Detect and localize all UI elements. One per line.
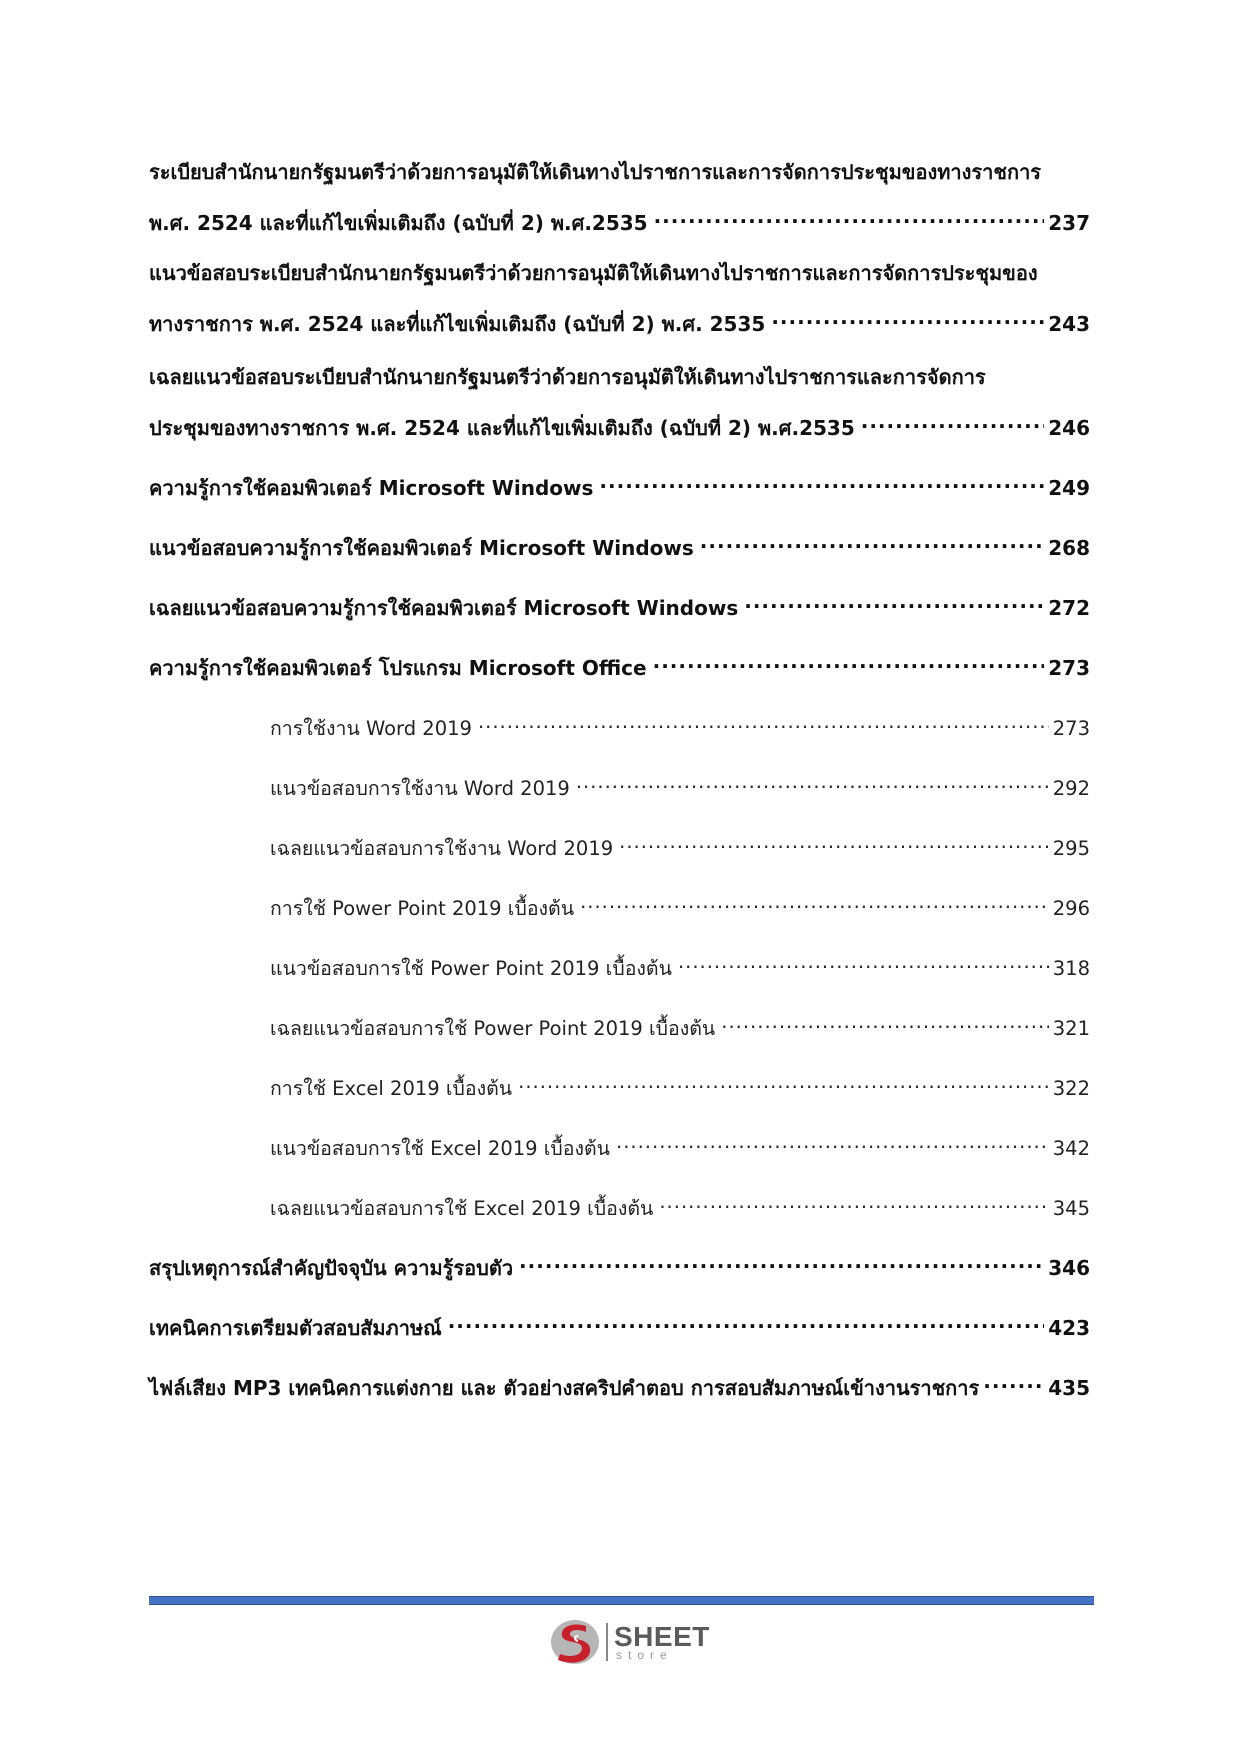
toc-entry-title: แนวข้อสอบระเบียบสำนักนายกรัฐมนตรีว่าด้วยการอนุมัติให้เดินทางไปราชการและการจัดการประชุมของ [149, 261, 1038, 285]
page-number: 243 [1048, 312, 1090, 336]
dot-leader [659, 1187, 1048, 1215]
toc-subentry-322[interactable] [270, 1067, 1090, 1100]
toc-entry-title: ไฟล์เสียง MP3 เทคนิคการแต่งกาย และ ตัวอย่างสคริปคำตอบ การสอบสัมภาษณ์เข้างานราชการ [149, 1376, 980, 1400]
toc-subentry-342[interactable] [270, 1127, 1090, 1160]
toc-entry-268[interactable] [149, 527, 1090, 560]
toc-subentry-321[interactable] [270, 1007, 1090, 1040]
page-number: 237 [1048, 211, 1090, 235]
toc-entry-title: ความรู้การใช้คอมพิวเตอร์ Microsoft Windows [149, 476, 594, 500]
toc-entry-title: แนวข้อสอบการใช้ Power Point 2019 เบื้องต้น [270, 957, 672, 980]
sheet-store-logo-icon [548, 1616, 602, 1668]
dot-leader [771, 303, 1044, 331]
toc-entry-title-line1 [149, 158, 1090, 186]
toc-entry-346[interactable] [149, 1247, 1090, 1280]
dot-leader [678, 947, 1049, 975]
footer-divider [149, 1596, 1094, 1605]
footer-brand [548, 1616, 710, 1668]
toc-entry-title: สรุปเหตุการณ์สำคัญปัจจุบัน ความรู้รอบตัว [149, 1256, 514, 1280]
toc-entry-423[interactable] [149, 1307, 1090, 1340]
dot-leader [983, 1367, 1044, 1395]
page-number: 273 [1048, 656, 1090, 680]
page-number: 272 [1048, 596, 1090, 620]
toc-subentry-296[interactable] [270, 887, 1090, 920]
toc-entry-title: ระเบียบสำนักนายกรัฐมนตรีว่าด้วยการอนุมัติให้เดินทางไปราชการและการจัดการประชุมของทางราชการ [149, 160, 1042, 184]
dot-leader [653, 647, 1045, 675]
toc-entry-title: ทางราชการ พ.ศ. 2524 และที่แก้ไขเพิ่มเติมถึง (ฉบับที่ 2) พ.ศ. 2535 [149, 312, 766, 336]
dot-leader [518, 1067, 1049, 1095]
toc-entry-title-line2 [149, 303, 1090, 336]
page-number: 318 [1052, 957, 1090, 980]
toc-entry-title: พ.ศ. 2524 และที่แก้ไขเพิ่มเติมถึง (ฉบับที่ 2) พ.ศ.2535 [149, 211, 648, 235]
toc-entry-title-line1 [149, 363, 1090, 391]
page-number: 249 [1048, 476, 1090, 500]
toc-entry-243[interactable] [149, 259, 1090, 336]
page-number: 423 [1048, 1316, 1090, 1340]
dot-leader [700, 527, 1044, 555]
toc-entry-title: แนวข้อสอบการใช้งาน Word 2019 [270, 777, 570, 800]
brand-wordmark [614, 1623, 710, 1661]
toc-entry-title: เฉลยแนวข้อสอบความรู้การใช้คอมพิวเตอร์ Microsoft Windows [149, 596, 739, 620]
brand-divider [606, 1623, 608, 1661]
toc-entry-title: แนวข้อสอบความรู้การใช้คอมพิวเตอร์ Microsoft Windows [149, 536, 694, 560]
page-number: 292 [1052, 777, 1090, 800]
page-number: 321 [1052, 1017, 1090, 1040]
page-number: 273 [1052, 717, 1090, 740]
toc-entry-title: เทคนิคการเตรียมตัวสอบสัมภาษณ์ [149, 1316, 442, 1340]
dot-leader [744, 587, 1044, 615]
dot-leader [721, 1007, 1049, 1035]
toc-entry-title-line1 [149, 259, 1090, 287]
toc-subentry-292[interactable] [270, 767, 1090, 800]
toc-subentry-273[interactable] [270, 707, 1090, 740]
dot-leader [861, 407, 1045, 435]
toc-entry-title: แนวข้อสอบการใช้ Excel 2019 เบื้องต้น [270, 1137, 611, 1160]
dot-leader [619, 827, 1049, 855]
toc-entry-title-line2 [149, 202, 1090, 235]
brand-name: SHEET [614, 1621, 710, 1652]
toc-subentry-318[interactable] [270, 947, 1090, 980]
toc-entry-title: การใช้ Power Point 2019 เบื้องต้น [270, 897, 575, 920]
toc-entry-272[interactable] [149, 587, 1090, 620]
toc-entry-273[interactable] [149, 647, 1090, 680]
toc-subentry-295[interactable] [270, 827, 1090, 860]
toc-entry-title: ประชุมของทางราชการ พ.ศ. 2524 และที่แก้ไขเพิ่มเติมถึง (ฉบับที่ 2) พ.ศ.2535 [149, 416, 855, 440]
page-number: 295 [1052, 837, 1090, 860]
page-number: 268 [1048, 536, 1090, 560]
toc-entry-246[interactable] [149, 363, 1090, 440]
page-number: 296 [1052, 897, 1090, 920]
toc-entry-title: เฉลยแนวข้อสอบการใช้ Excel 2019 เบื้องต้น [270, 1197, 654, 1220]
toc-entry-title: การใช้งาน Word 2019 [270, 717, 472, 740]
page-number: 342 [1052, 1137, 1090, 1160]
toc-entry-title: เฉลยแนวข้อสอบระเบียบสำนักนายกรัฐมนตรีว่าด้วยการอนุมัติให้เดินทางไปราชการและการจัดการ [149, 365, 986, 389]
page-number: 435 [1048, 1376, 1090, 1400]
toc-entry-title-line2 [149, 407, 1090, 440]
toc-entry-435[interactable] [149, 1367, 1090, 1400]
toc-entry-title: เฉลยแนวข้อสอบการใช้งาน Word 2019 [270, 837, 614, 860]
dot-leader [576, 767, 1049, 795]
toc-entry-237[interactable] [149, 158, 1090, 235]
toc-entry-title: การใช้ Excel 2019 เบื้องต้น [270, 1077, 513, 1100]
page-number: 246 [1048, 416, 1090, 440]
page-number: 322 [1052, 1077, 1090, 1100]
toc-subentry-345[interactable] [270, 1187, 1090, 1220]
dot-leader [580, 887, 1049, 915]
toc-entry-title: ความรู้การใช้คอมพิวเตอร์ โปรแกรม Microsoft Office [149, 656, 647, 680]
page-number: 346 [1048, 1256, 1090, 1280]
dot-leader [616, 1127, 1049, 1155]
dot-leader [478, 707, 1049, 735]
toc-entry-249[interactable] [149, 467, 1090, 500]
dot-leader [654, 202, 1045, 230]
dot-leader [519, 1247, 1044, 1275]
brand-tagline: store [616, 1648, 673, 1662]
page-number: 345 [1052, 1197, 1090, 1220]
dot-leader [599, 467, 1044, 495]
dot-leader [448, 1307, 1045, 1335]
toc-entry-title: เฉลยแนวข้อสอบการใช้ Power Point 2019 เบื้องต้น [270, 1017, 716, 1040]
